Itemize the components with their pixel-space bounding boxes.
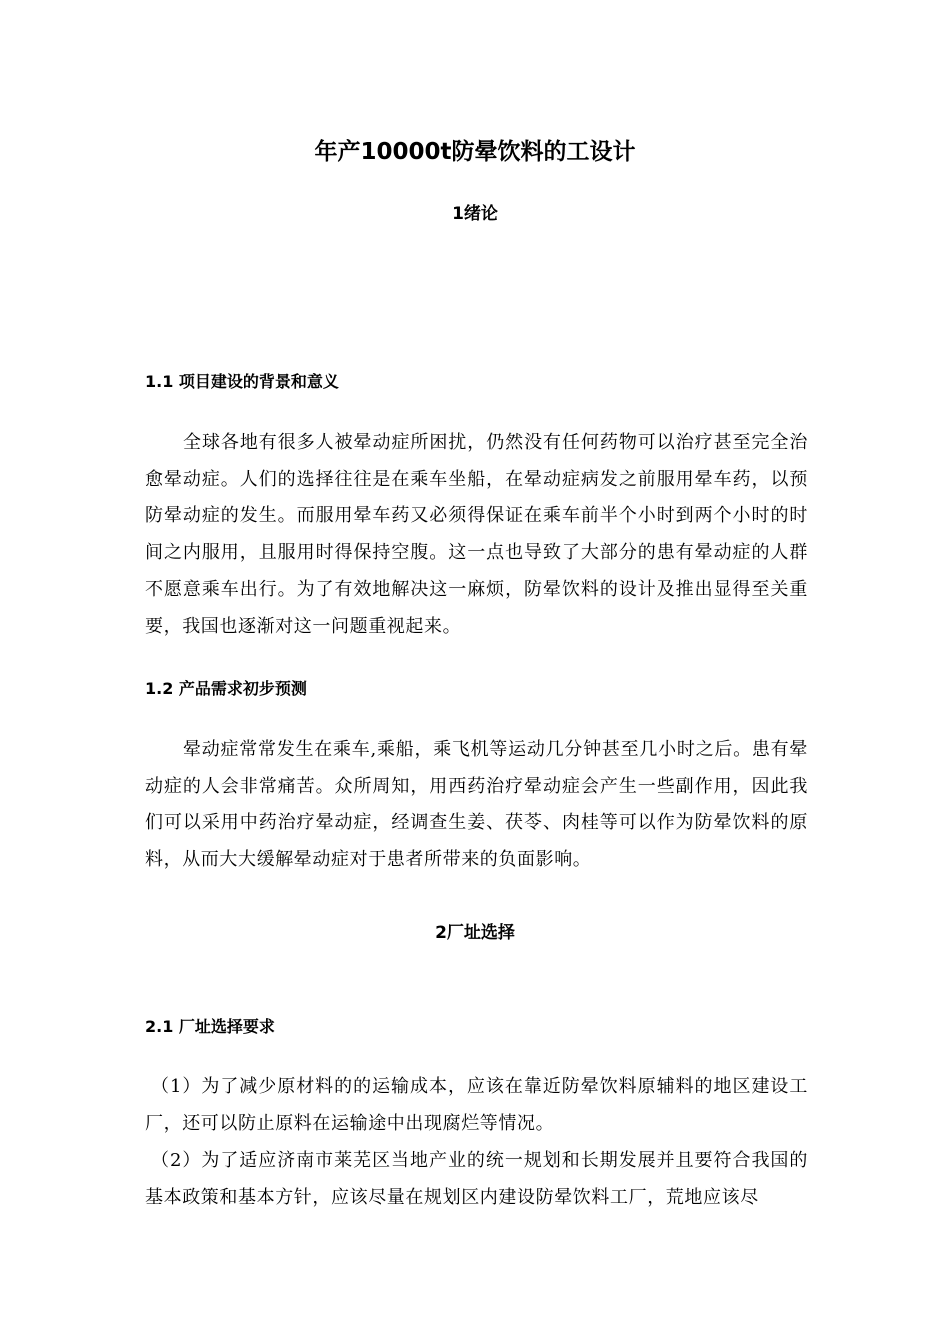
section-1-2-heading: 1.2 产品需求初步预测 [145,679,307,698]
section-1-2-body: 晕动症常常发生在乘车,乘船，乘飞机等运动几分钟甚至几小时之后。患有晕动症的人会非常痛苦。众所周知，用西药治疗晕动症会产生一些副作用，因此我们可以采用中药治疗晕动症，经调查生姜、茯苓、肉桂等可以作为防晕饮料的原料，从而大大缓解晕动症对于患者所带来的负面影响。 [145,739,808,871]
section-1-1-body: 全球各地有很多人被晕动症所困扰，仍然没有任何药物可以治疗甚至完全治愈晕动症。人们的选择往往是在乘车坐船，在晕动症病发之前服用晕车药，以预防晕动症的发生。而服用晕车药又必须得保证在乘车前半个小时到两个小时的时间之内服用，且服用时得保持空腹。这一点也导致了大部分的患有晕动症的人群不愿意乘车出行。为了有效地解决这一麻烦，防晕饮料的设计及推出显得至关重要，我国也逐渐对这一问题重视起来。 [145,432,808,637]
chapter-2-heading: 2厂址选择 [435,923,515,943]
list-item: （2）为了适应济南市莱芜区当地产业的统一规划和长期发展并且要符合我国的基本政策和基本方针，应该尽量在规划区内建设防晕饮料工厂，荒地应该尽 [145,1150,808,1208]
document-title: 年产10000t防晕饮料的工设计 [314,139,636,165]
list-item: （1）为了减少原材料的的运输成本，应该在靠近防晕饮料原辅料的地区建设工厂，还可以防止原料在运输途中出现腐烂等情况。 [145,1076,808,1134]
section-1-1-heading: 1.1 项目建设的背景和意义 [145,372,339,391]
chapter-1-heading: 1绪论 [452,204,498,224]
section-2-1-heading: 2.1 厂址选择要求 [145,1017,275,1036]
